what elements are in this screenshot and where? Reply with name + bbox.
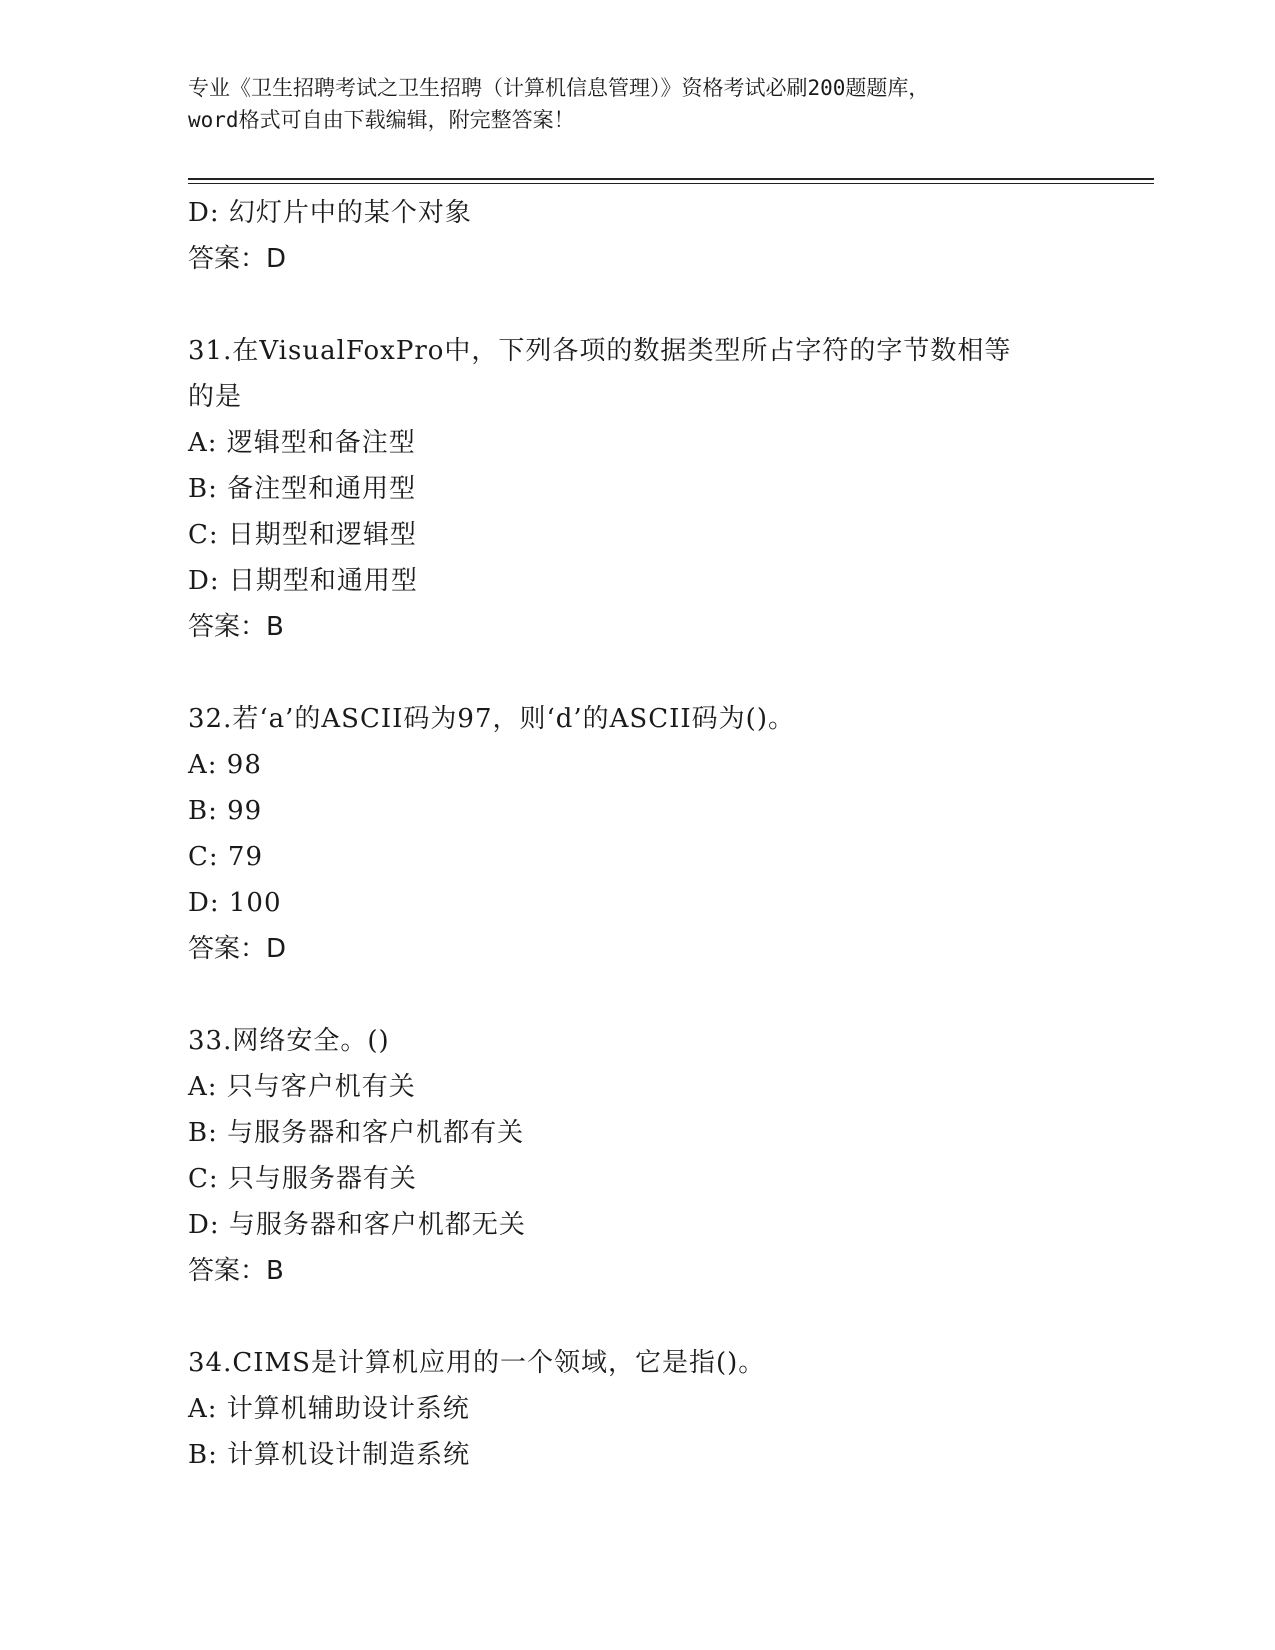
option-b: B: 备注型和通用型 [188, 474, 417, 504]
question-30-fragment [188, 190, 1088, 282]
option-c: C: 只与服务器有关 [188, 1164, 417, 1194]
question-stem-continued: 的是 [188, 382, 243, 412]
question-33 [188, 1018, 1088, 1294]
header-line-2: word格式可自由下载编辑，附完整答案！ [188, 108, 575, 132]
header-divider [188, 178, 1154, 184]
option-b: B: 与服务器和客户机都有关 [188, 1118, 525, 1148]
option-d: D: 日期型和通用型 [188, 566, 418, 596]
answer-line: 答案：B [188, 1256, 284, 1286]
question-stem: 32.若‘a’的ASCII码为97，则‘d’的ASCII码为()。 [188, 704, 795, 734]
option-a: A: 逻辑型和备注型 [188, 428, 416, 458]
option-d: D: 幻灯片中的某个对象 [188, 198, 472, 228]
option-b: B: 99 [188, 796, 263, 826]
question-stem: 31.在VisualFoxPro中，下列各项的数据类型所占字符的字节数相等 [188, 336, 1012, 366]
question-34 [188, 1340, 1088, 1478]
spacer [188, 1294, 1088, 1340]
option-a: A: 98 [188, 750, 262, 780]
option-d: D: 与服务器和客户机都无关 [188, 1210, 526, 1240]
spacer [188, 972, 1088, 1018]
option-c: C: 日期型和逻辑型 [188, 520, 417, 550]
spacer [188, 650, 1088, 696]
question-32 [188, 696, 1088, 972]
question-stem: 33.网络安全。() [188, 1026, 390, 1056]
option-d: D: 100 [188, 888, 282, 918]
option-a: A: 计算机辅助设计系统 [188, 1394, 470, 1424]
answer-line: 答案：D [188, 934, 287, 964]
option-b: B: 计算机设计制造系统 [188, 1440, 471, 1470]
document-header [188, 72, 1088, 136]
question-31 [188, 328, 1088, 650]
document-body [188, 190, 1088, 1478]
option-a: A: 只与客户机有关 [188, 1072, 416, 1102]
answer-line: 答案：D [188, 244, 287, 274]
spacer [188, 282, 1088, 328]
question-stem: 34.CIMS是计算机应用的一个领域，它是指()。 [188, 1348, 766, 1378]
option-c: C: 79 [188, 842, 264, 872]
answer-line: 答案：B [188, 612, 284, 642]
header-line-1: 专业《卫生招聘考试之卫生招聘（计算机信息管理）》资格考试必刷200题题库， [188, 76, 930, 100]
